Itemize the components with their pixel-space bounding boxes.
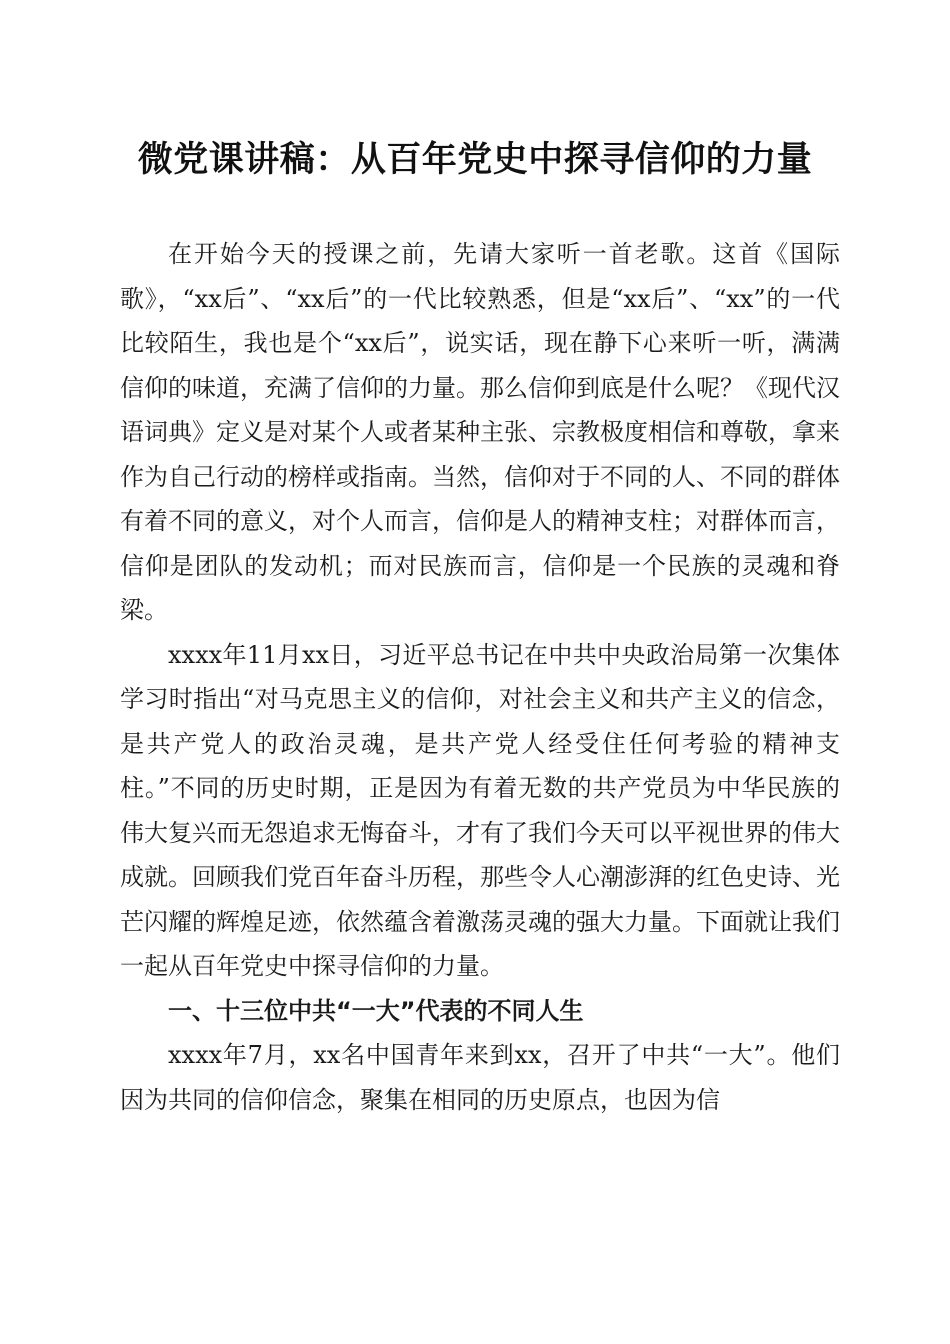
paragraph-intro: 在开始今天的授课之前，先请大家听一首老歌。这首《国际歌》，“xx后”、“xx后”的一代比较熟悉，但是“xx后”、“xx”的一代比较陌生，我也是个“xx后”，说实话，现在静下心来听一听，满满信仰的味道，充满了信仰的力量。那么信仰到底是什么呢？《现代汉语词典》定义是对某个人或者某种主张、宗教极度相信和尊敬，拿来作为自己行动的榜样或指南。当然，信仰对于不同的人、不同的群体有着不同的意义，对个人而言，信仰是人的精神支柱；对群体而言，信仰是团队的发动机；而对民族而言，信仰是一个民族的灵魂和脊梁。	[120, 240, 840, 624]
page-title: 微党课讲稿：从百年党史中探寻信仰的力量	[137, 139, 813, 180]
document-body	[120, 232, 840, 1122]
section-heading: 一、十三位中共“一大”代表的不同人生	[168, 996, 584, 1025]
paragraph-section-one: xxxx年7月，xx名中国青年来到xx，召开了中共“一大”。他们因为共同的信仰信念，聚集在相同的历史原点，也因为信	[120, 1041, 840, 1114]
paragraph-quote: xxxx年11月xx日，习近平总书记在中共中央政治局第一次集体学习时指出“对马克思主义的信仰，对社会主义和共产主义的信念，是共产党人的政治灵魂，是共产党人经受住任何考验的精神支柱。”不同的历史时期，正是因为有着无数的共产党员为中华民族的伟大复兴而无怨追求无悔奋斗，才有了我们今天可以平视世界的伟大成就。回顾我们党百年奋斗历程，那些令人心潮澎湃的红色史诗、光芒闪耀的辉煌足迹，依然蕴含着激荡灵魂的强大力量。下面就让我们一起从百年党史中探寻信仰的力量。	[120, 640, 840, 980]
